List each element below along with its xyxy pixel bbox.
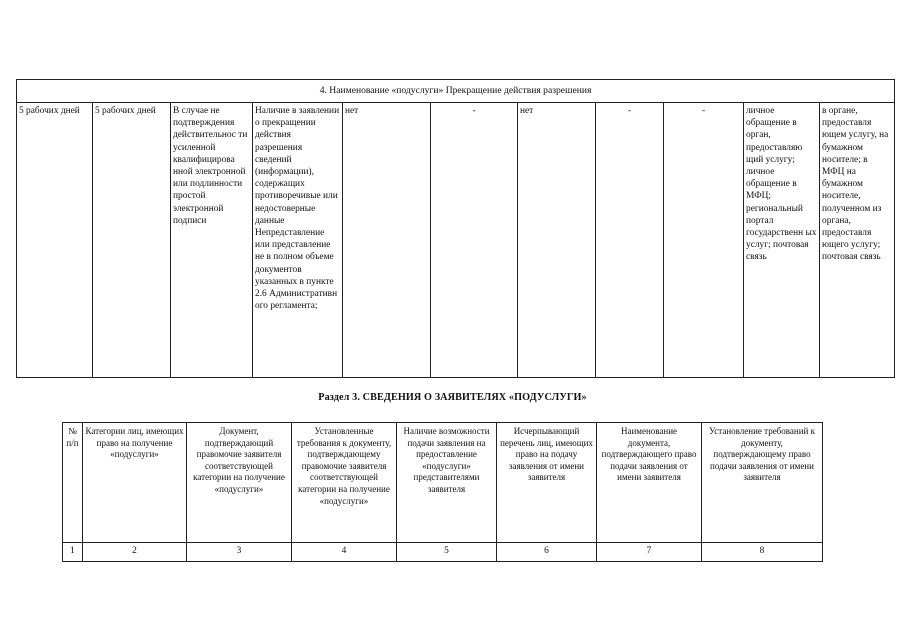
column-number-5: 5 bbox=[397, 543, 497, 562]
cell-grounds-return: В случае не подтверждения действительнос ти усиленной квалифицирова нной электронной или подлинности простой электронной подписи bbox=[171, 103, 253, 378]
header-number: № п/п bbox=[63, 423, 83, 543]
header-categories: Категории лиц, имеющих право на получение «подуслуги» bbox=[83, 423, 187, 543]
column-number-1: 1 bbox=[63, 543, 83, 562]
cell-application-method: личное обращение в орган, предоставляю щий услугу; личное обращение в МФЦ; региональный портал государственн ых услуг; почтовая связь bbox=[744, 103, 820, 378]
cell-term-2: 5 рабочих дней bbox=[93, 103, 171, 378]
cell-suspension: нет bbox=[343, 103, 431, 378]
header-authority-requirements: Установление требований к документу, подтверждающему право подачи заявления от имени заявителя bbox=[702, 423, 823, 543]
header-document-requirements: Установленные требования к документу, подтверждающему правомочие заявителя соответствующей категории на получение «подуслуги» bbox=[292, 423, 397, 543]
header-document: Документ, подтверждающий правомочие заявителя соответствующей категории на получение «подуслуги» bbox=[187, 423, 292, 543]
column-number-7: 7 bbox=[597, 543, 702, 562]
applicants-table bbox=[62, 422, 823, 562]
column-number-6: 6 bbox=[497, 543, 597, 562]
column-number-8: 8 bbox=[702, 543, 823, 562]
cell-term-1: 5 рабочих дней bbox=[17, 103, 93, 378]
cell-result-method: в органе, предоставля ющем услугу, на бумажном носителе; в МФЦ на бумажном носителе, полученном из органа, предоставля ющего услугу; почтовая связь bbox=[820, 103, 895, 378]
service-table bbox=[16, 79, 895, 378]
section-3-title: Раздел 3. СВЕДЕНИЯ О ЗАЯВИТЕЛЯХ «ПОДУСЛУГИ» bbox=[318, 392, 587, 403]
column-number-2: 2 bbox=[83, 543, 187, 562]
cell-kbk: - bbox=[664, 103, 744, 378]
column-number-3: 3 bbox=[187, 543, 292, 562]
column-number-4: 4 bbox=[292, 543, 397, 562]
cell-grounds-refusal: Наличие в заявлении о прекращении действия разрешения сведений (информации), содержащих противоречивые или недостоверные данные Непредставление или представление не в полном объеме документов указанных в пункте 2.6 Административн ого регламента; bbox=[253, 103, 343, 378]
header-authority-document: Наименование документа, подтверждающего право подачи заявления от имени заявителя bbox=[597, 423, 702, 543]
cell-fee-details: - bbox=[596, 103, 664, 378]
subservice-title: 4. Наименование «подуслуги» Прекращение действия разрешения bbox=[17, 80, 895, 103]
header-representatives: Наличие возможности подачи заявления на предоставление «подуслуги» представителями заявителя bbox=[397, 423, 497, 543]
cell-fee: нет bbox=[518, 103, 596, 378]
header-persons-list: Исчерпывающий перечень лиц, имеющих право на подачу заявления от имени заявителя bbox=[497, 423, 597, 543]
cell-suspension-term: - bbox=[431, 103, 518, 378]
